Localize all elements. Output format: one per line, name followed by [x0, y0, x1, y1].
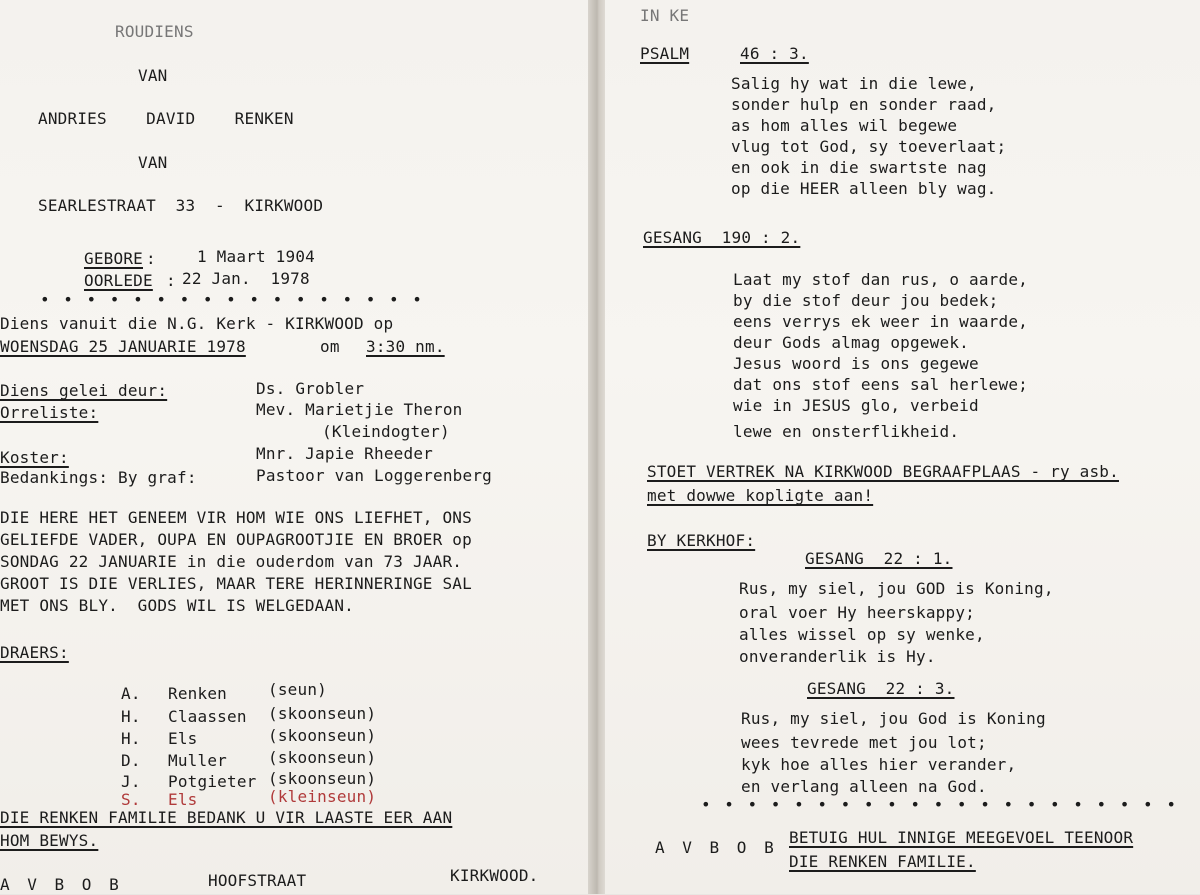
- gesang-190-label: GESANG 190 : 2.: [643, 228, 801, 247]
- psalm-line: as hom alles wil begewe: [731, 116, 958, 135]
- procession-line-2: met dowwe kopligte aan!: [647, 486, 874, 505]
- bearer-name: Renken: [168, 684, 227, 703]
- kerkhof-label: BY KERKHOF:: [647, 531, 756, 550]
- left-page: [0, 0, 590, 894]
- role-value-sexton: Mnr. Japie Rheeder: [256, 444, 433, 463]
- role-value-organist: Mev. Marietjie Theron: [256, 400, 463, 419]
- bearer-relation: (skoonseun): [268, 769, 377, 788]
- footer-town: KIRKWOOD.: [450, 866, 539, 885]
- psalm-line: op die HEER alleen bly wag.: [731, 179, 997, 198]
- psalm-line: sonder hulp en sonder raad,: [731, 95, 997, 114]
- separator-dots: • • • • • • • • • • • • • • • • •: [40, 290, 424, 309]
- gesang-190-line: eens verrys ek weer in waarde,: [733, 312, 1028, 331]
- bearer-initial: S.: [121, 790, 141, 809]
- thanks-line-2: HOM BEWYS.: [0, 831, 99, 850]
- psalm-line: vlug tot God, sy toeverlaat;: [731, 137, 1007, 156]
- document-title: ROUDIENS: [115, 22, 194, 41]
- gesang-22-3-label: GESANG 22 : 3.: [807, 679, 955, 698]
- role-value-organist-relation: (Kleindogter): [322, 422, 450, 441]
- role-label-thanks: Bedankings: By graf:: [0, 468, 197, 487]
- died-value: 22 Jan. 1978: [182, 269, 310, 288]
- bearer-initial: D.: [121, 751, 141, 770]
- gesang-22-1-line: onveranderlik is Hy.: [739, 647, 936, 666]
- header-fragment: IN KE: [640, 6, 690, 25]
- bearer-initial: A.: [121, 684, 141, 703]
- gesang-22-1-label: GESANG 22 : 1.: [805, 549, 953, 568]
- role-value-thanks: Pastoor van Loggerenberg: [256, 466, 492, 485]
- footer-street: HOOFSTRAAT: [208, 871, 307, 890]
- footer-org: A V B O B: [0, 875, 123, 894]
- bearer-name: Els: [168, 729, 198, 748]
- gesang-22-1-line: Rus, my siel, jou GOD is Koning,: [739, 579, 1054, 598]
- bearers-label: DRAERS:: [0, 643, 69, 662]
- bearer-relation: (kleinseun): [268, 787, 377, 806]
- bearer-name: Potgieter: [168, 772, 257, 791]
- gesang-22-3-line: kyk hoe alles hier verander,: [741, 755, 1017, 774]
- born-colon: :: [146, 249, 156, 268]
- footer-line-1: BETUIG HUL INNIGE MEEGEVOEL TEENOOR: [789, 828, 1134, 847]
- role-value-officiant: Ds. Grobler: [256, 379, 365, 398]
- deceased-name: ANDRIES DAVID RENKEN: [38, 109, 294, 128]
- bearer-relation: (skoonseun): [268, 726, 377, 745]
- gesang-22-3-line: en verlang alleen na God.: [741, 777, 987, 796]
- psalm-ref: 46 : 3.: [740, 44, 809, 63]
- gesang-190-line: lewe en onsterflikheid.: [733, 422, 960, 441]
- bearer-initial: J.: [121, 772, 141, 791]
- van-label-2: VAN: [138, 153, 168, 172]
- died-label: OORLEDE: [84, 271, 153, 290]
- bearer-name: Els: [168, 790, 198, 809]
- role-label-organist: Orreliste:: [0, 403, 99, 422]
- footer-org: A V B O B: [655, 838, 778, 857]
- psalm-label: PSALM: [640, 44, 690, 63]
- address: SEARLESTRAAT 33 - KIRKWOOD: [38, 196, 324, 215]
- message-line-1: DIE HERE HET GENEEM VIR HOM WIE ONS LIEFHET, ONS: [0, 508, 472, 527]
- message-line-3: SONDAG 22 JANUARIE in die ouderdom van 73 JAAR.: [0, 552, 463, 571]
- service-time: 3:30 nm.: [366, 337, 445, 356]
- footer-line-2: DIE RENKEN FAMILIE.: [789, 852, 976, 871]
- role-label-officiant: Diens gelei deur:: [0, 381, 168, 400]
- died-colon: :: [166, 271, 176, 290]
- procession-line-1: STOET VERTREK NA KIRKWOOD BEGRAAFPLAAS - ry asb.: [647, 462, 1119, 481]
- bearer-relation: (skoonseun): [268, 748, 377, 767]
- gesang-190-line: by die stof deur jou bedek;: [733, 291, 999, 310]
- right-page: [605, 0, 1200, 894]
- message-line-5: MET ONS BLY. GODS WIL IS WELGEDAAN.: [0, 596, 354, 615]
- gesang-22-1-line: alles wissel op sy wenke,: [739, 625, 985, 644]
- gesang-190-line: wie in JESUS glo, verbeid: [733, 396, 979, 415]
- message-line-2: GELIEFDE VADER, OUPA EN OUPAGROOTJIE EN BROER op: [0, 530, 472, 549]
- gesang-190-line: Jesus woord is ons gegewe: [733, 354, 979, 373]
- bearer-name: Muller: [168, 751, 227, 770]
- gesang-190-line: dat ons stof eens sal herlewe;: [733, 375, 1028, 394]
- psalm-line: en ook in die swartste nag: [731, 158, 987, 177]
- born-label: GEBORE: [84, 249, 143, 268]
- bearer-relation: (seun): [268, 680, 327, 699]
- gesang-190-line: deur Gods almag opgewek.: [733, 333, 969, 352]
- service-om: om: [320, 337, 340, 356]
- gesang-22-3-line: wees tevrede met jou lot;: [741, 733, 987, 752]
- psalm-line: Salig hy wat in die lewe,: [731, 74, 977, 93]
- role-label-sexton: Koster:: [0, 448, 69, 467]
- gesang-22-1-line: oral voer Hy heerskappy;: [739, 603, 975, 622]
- thanks-line-1: DIE RENKEN FAMILIE BEDANK U VIR LAASTE EER AAN: [0, 808, 453, 827]
- gesang-190-line: Laat my stof dan rus, o aarde,: [733, 270, 1028, 289]
- service-line: Diens vanuit die N.G. Kerk - KIRKWOOD op: [0, 314, 394, 333]
- bearer-name: Claassen: [168, 707, 247, 726]
- bearer-initial: H.: [121, 707, 141, 726]
- bearer-relation: (skoonseun): [268, 704, 377, 723]
- gesang-22-3-line: Rus, my siel, jou God is Koning: [741, 709, 1046, 728]
- van-label: VAN: [138, 66, 168, 85]
- service-day: WOENSDAG 25 JANUARIE 1978: [0, 337, 246, 356]
- message-line-4: GROOT IS DIE VERLIES, MAAR TERE HERINNERINGE SAL: [0, 574, 472, 593]
- separator-dots: • • • • • • • • • • • • • • • • • • • • •: [701, 795, 1178, 814]
- born-value: 1 Maart 1904: [197, 247, 315, 266]
- bearer-initial: H.: [121, 729, 141, 748]
